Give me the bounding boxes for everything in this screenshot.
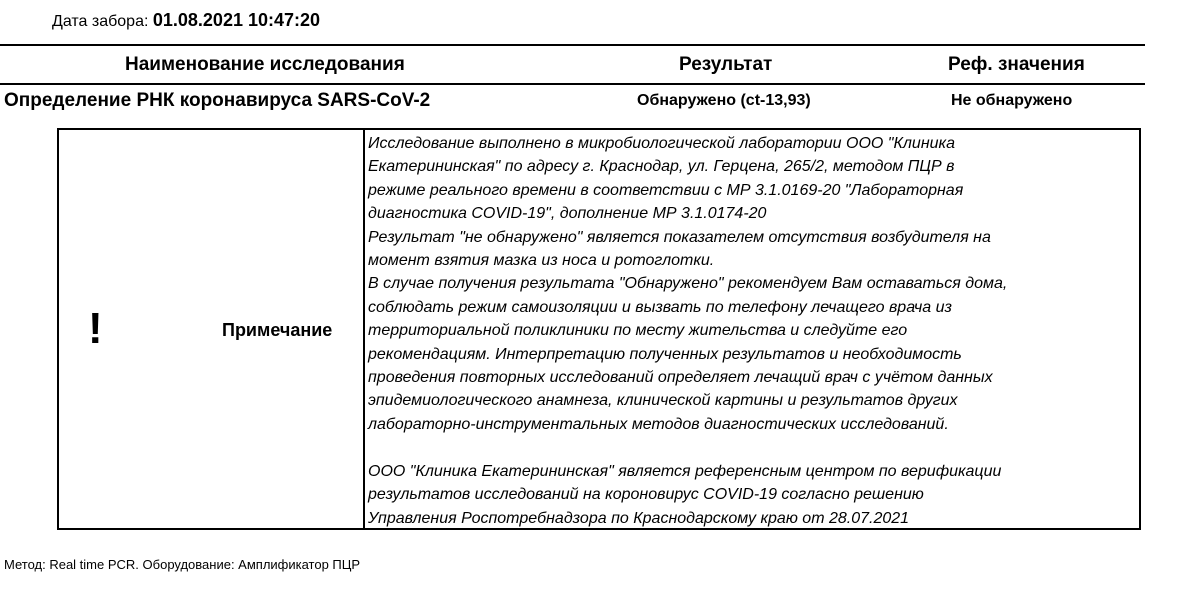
header-reference: Реф. значения [948, 54, 1085, 75]
table-top-rule [0, 44, 1145, 46]
collection-date-value: 01.08.2021 10:47:20 [152, 10, 321, 30]
row-reference: Не обнаружено [951, 92, 1073, 109]
note-divider [363, 128, 365, 530]
row-result: Обнаружено (ct-13,93) [637, 92, 811, 109]
header-study-name: Наименование исследования [125, 54, 405, 75]
collection-date-label: Дата забора: [52, 13, 149, 30]
header-result: Результат [679, 54, 773, 75]
row-study-name: Определение РНК коронавируса SARS-CoV-2 [4, 90, 431, 111]
table-header-rule [0, 83, 1145, 85]
exclamation-icon: ! [88, 304, 103, 353]
note-text: Исследование выполнено в микробиологической лаборатории ООО "Клиника Екатерининская" по адресу г. Краснодар, ул. Герцена, 265/2, методом ПЦР в режиме реального времени в соответствии с МР 3.1.0169-20 "Лабораторная диагностика COVID-19", дополнение МР 3.1.0174-20 Результат "не обнаружено" является показателем отсутствия возбудителя на момент взятия мазка из носа и ротоглотки. В случае получения результата "Обнаружено" рекомендуем Вам оставаться дома, соблюдать режим самоизоляции и вызвать по телефону лечащего врача из территориальной поликлиники по месту жительства и следуйте его рекомендациям. Интерпретацию полученных результатов и необходимость проведения повторных исследований определяет лечащий врач с учётом данных эпидемиологического анамнеза, клинической картины и результатов других лабораторно-инструментальных методов диагностических исследований. ООО "Клиника Екатерининская" является референсным центром по верификации результатов исследований на короновирус COVID-19 согласно решению Управления Роспотребнадзора по Краснодарскому краю от 28.07.2021 [368, 135, 1008, 527]
note-label: Примечание [222, 320, 333, 340]
method-footer: Метод: Real time PCR. Оборудование: Амплификатор ПЦР [4, 557, 361, 572]
collection-date [52, 10, 320, 31]
